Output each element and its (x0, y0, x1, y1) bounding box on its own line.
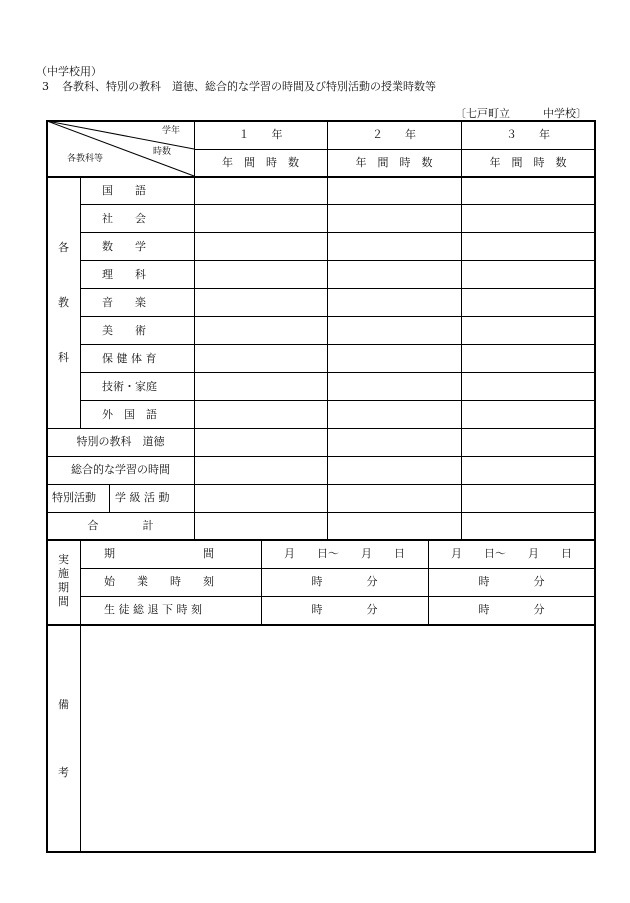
row-line (80, 204, 595, 205)
col-line (327, 121, 328, 540)
period-label-char: 施 (58, 567, 69, 580)
row-line (47, 428, 595, 429)
special-activities-label: 特別活動 (52, 491, 96, 504)
moral-education-label: 特別の教科 道徳 (76, 435, 165, 448)
col-line (109, 484, 110, 512)
period-label-char: 間 (58, 595, 69, 608)
dismissal-time-field[interactable]: 時 分 (311, 603, 378, 616)
subject-label: 数 学 (102, 240, 146, 253)
period-label-char: 期 (58, 581, 69, 594)
annual-hours-header-2: 年 間 時 数 (355, 156, 433, 169)
subject-label: 理 科 (102, 268, 146, 281)
subject-label: 音 楽 (102, 296, 146, 309)
section-number: 3 (42, 80, 49, 93)
start-time-field[interactable]: 時 分 (478, 575, 545, 588)
school-name-field[interactable]: 〔七戸町立 中学校〕 (455, 107, 587, 120)
subject-label: 外 国 語 (102, 408, 157, 421)
subject-label: 技術・家庭 (102, 380, 157, 393)
row-line (80, 400, 595, 401)
subject-label: 国 語 (102, 184, 146, 197)
grade-header-1: １ 年 (238, 128, 283, 141)
diag-grade-label: 学年 (162, 126, 181, 136)
row-line (47, 539, 595, 541)
diag-hours-label: 時数 (153, 147, 172, 157)
period-row-label: 期 間 (104, 547, 214, 560)
row-line (80, 232, 595, 233)
row-line (80, 372, 595, 373)
remarks-field[interactable] (81, 626, 595, 852)
remarks-label-char: 考 (58, 766, 69, 779)
row-line (80, 568, 595, 569)
grade-header-2: ２ 年 (372, 128, 416, 141)
subject-label: 保 健 体 育 (102, 352, 157, 365)
dismissal-time-field[interactable]: 時 分 (478, 603, 545, 616)
grade-header-3: ３ 年 (506, 128, 550, 141)
annual-hours-header-1: 年 間 時 数 (222, 156, 299, 169)
row-line (47, 456, 595, 457)
col-line (194, 121, 195, 540)
annual-hours-header-3: 年 間 時 数 (489, 156, 567, 169)
row-line (80, 316, 595, 317)
row-line (47, 512, 595, 513)
row-line (80, 260, 595, 261)
subjects-group-char: 教 (58, 296, 69, 309)
integrated-study-label: 総合的な学習の時間 (71, 463, 170, 476)
school-type-label: （中学校用） (36, 65, 102, 78)
class-activities-label: 学 級 活 動 (115, 491, 170, 504)
start-time-field[interactable]: 時 分 (311, 575, 378, 588)
row-line (80, 596, 595, 597)
period-label-char: 実 (58, 553, 69, 566)
row-line (194, 149, 595, 150)
row-line (80, 288, 595, 289)
date-range-field[interactable]: 月 日～ 月 日 (451, 547, 572, 560)
col-line (80, 540, 81, 624)
page-title: 各教科、特別の教科 道徳、総合的な学習の時間及び特別活動の授業時数等 (62, 80, 436, 93)
dismissal-time-row-label: 生 徒 総 退 下 時 刻 (104, 603, 202, 616)
date-range-field[interactable]: 月 日～ 月 日 (284, 547, 405, 560)
row-line (47, 484, 595, 485)
subjects-group-char: 各 (58, 241, 69, 254)
total-label: 合 計 (87, 519, 154, 532)
subject-label: 社 会 (102, 212, 146, 225)
start-time-row-label: 始 業 時 刻 (104, 575, 214, 588)
remarks-label-char: 備 (58, 698, 69, 711)
col-line (80, 177, 81, 428)
diag-subjects-label: 各教科等 (67, 154, 104, 164)
col-line (461, 121, 462, 540)
row-line (80, 344, 595, 345)
subject-label: 美 術 (102, 324, 146, 337)
subjects-group-char: 科 (58, 351, 69, 364)
